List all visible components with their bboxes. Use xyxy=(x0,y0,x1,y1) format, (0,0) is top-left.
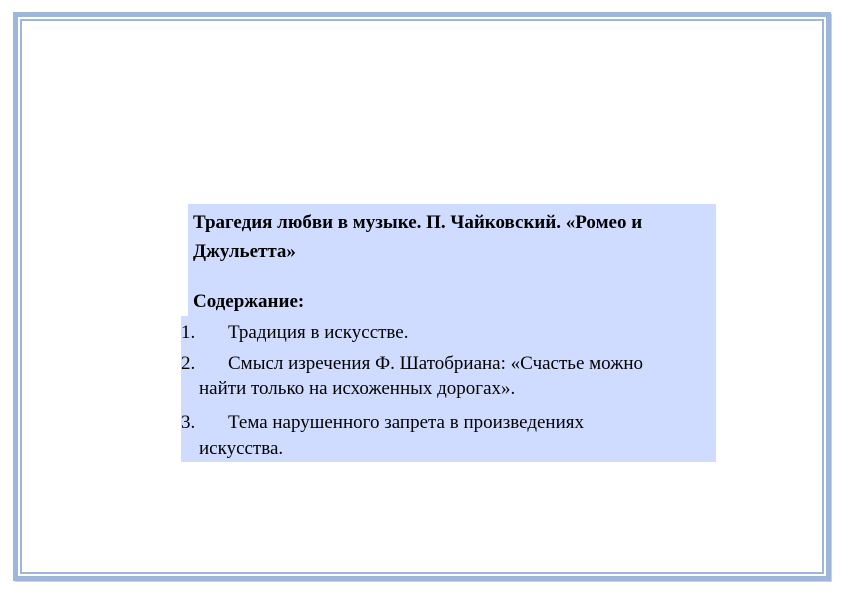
list-item-text-line2: найти только на исхоженных дорогах». xyxy=(199,378,516,399)
slide-title[interactable] xyxy=(193,208,642,266)
list-item-text-line1: Тема нарушенного запрета в произведениях xyxy=(228,412,584,433)
list-item-number: 2. xyxy=(181,353,196,374)
list-item-text-line1: Традиция в искусстве. xyxy=(228,322,409,343)
list-item-number: 1. xyxy=(181,322,196,343)
list-item-number: 3. xyxy=(181,412,196,433)
list-item-text-line2: искусства. xyxy=(199,438,284,459)
contents-heading[interactable]: Содержание: xyxy=(193,291,305,312)
list-item[interactable] xyxy=(181,352,711,404)
list-item-text-line1: Смысл изречения Ф. Шатобриана: «Счастье можно xyxy=(228,353,643,374)
slide-title-line2: Джульетта» xyxy=(193,241,296,262)
list-item[interactable] xyxy=(181,321,711,347)
list-item[interactable] xyxy=(181,411,711,463)
slide-title-line1: Трагедия любви в музыке. П. Чайковский. «Ромео и xyxy=(193,212,643,233)
